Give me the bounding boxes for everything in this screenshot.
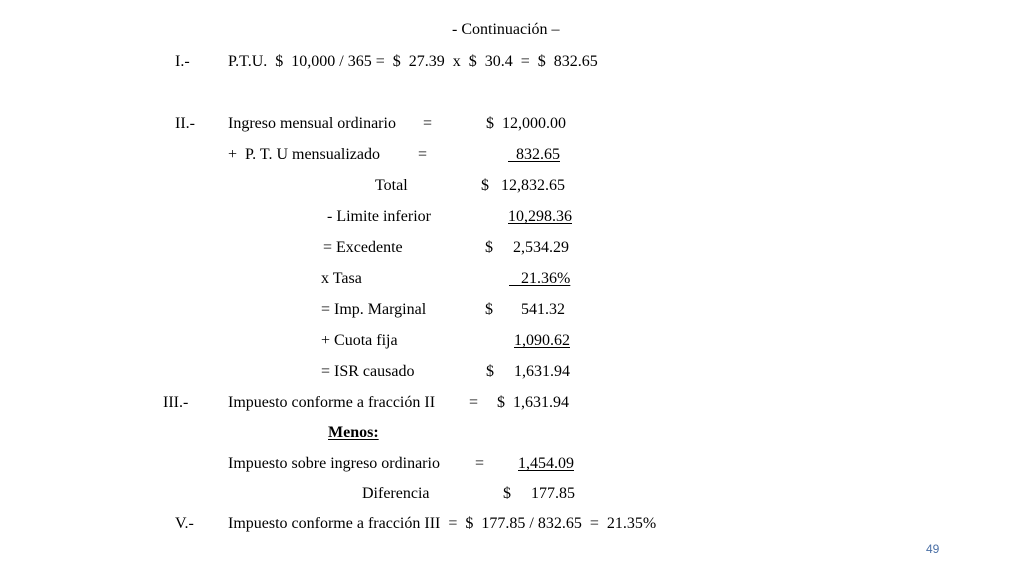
- section-5-label: V.-: [175, 515, 194, 532]
- diferencia-label: Diferencia: [362, 485, 430, 502]
- diferencia-value: $ 177.85: [503, 485, 575, 502]
- limite-inferior-value: 10,298.36: [508, 208, 572, 225]
- cuota-fija-label: + Cuota fija: [321, 332, 398, 349]
- menos-heading: Menos:: [328, 424, 379, 441]
- ingreso-label: Ingreso mensual ordinario: [228, 115, 396, 132]
- impuesto-fraccion-ii-label: Impuesto conforme a fracción II: [228, 394, 436, 411]
- limite-inferior-label: - Limite inferior: [327, 208, 431, 225]
- fraccion-iii-formula: Impuesto conforme a fracción III = $ 177.85 / 832.65 = 21.35%: [228, 515, 657, 532]
- excedente-value: $ 2,534.29: [485, 239, 569, 256]
- impuesto-fraccion-ii-equals: =: [469, 394, 479, 411]
- ingreso-equals: =: [423, 115, 433, 132]
- impuesto-fraccion-ii-value: $ 1,631.94: [497, 394, 569, 411]
- imp-marginal-label: = Imp. Marginal: [321, 301, 427, 318]
- isr-causado-value: $ 1,631.94: [486, 363, 570, 380]
- ptu-formula: P.T.U. $ 10,000 / 365 = $ 27.39 x $ 30.4 = $ 832.65: [228, 53, 598, 70]
- impuesto-ordinario-value: 1,454.09: [518, 455, 574, 472]
- page-title: - Continuación –: [452, 21, 560, 38]
- ingreso-value: $ 12,000.00: [486, 115, 566, 132]
- section-3-label: III.-: [163, 394, 189, 411]
- total-label: Total: [375, 177, 408, 194]
- impuesto-ordinario-equals: =: [475, 455, 485, 472]
- impuesto-ordinario-label: Impuesto sobre ingreso ordinario: [228, 455, 440, 472]
- cuota-fija-value: 1,090.62: [514, 332, 570, 349]
- ptu-mensual-label: + P. T. U mensualizado: [228, 146, 380, 163]
- page-number: 49: [926, 542, 940, 556]
- section-2-label: II.-: [175, 115, 195, 132]
- tasa-label: x Tasa: [321, 270, 362, 287]
- ptu-mensual-value: 832.65: [508, 146, 560, 163]
- total-value: $ 12,832.65: [481, 177, 565, 194]
- imp-marginal-value: $ 541.32: [485, 301, 565, 318]
- excedente-label: = Excedente: [323, 239, 403, 256]
- ptu-mensual-equals: =: [418, 146, 428, 163]
- tasa-value: 21.36%: [509, 270, 571, 287]
- section-1-label: I.-: [175, 53, 190, 70]
- isr-causado-label: = ISR causado: [321, 363, 415, 380]
